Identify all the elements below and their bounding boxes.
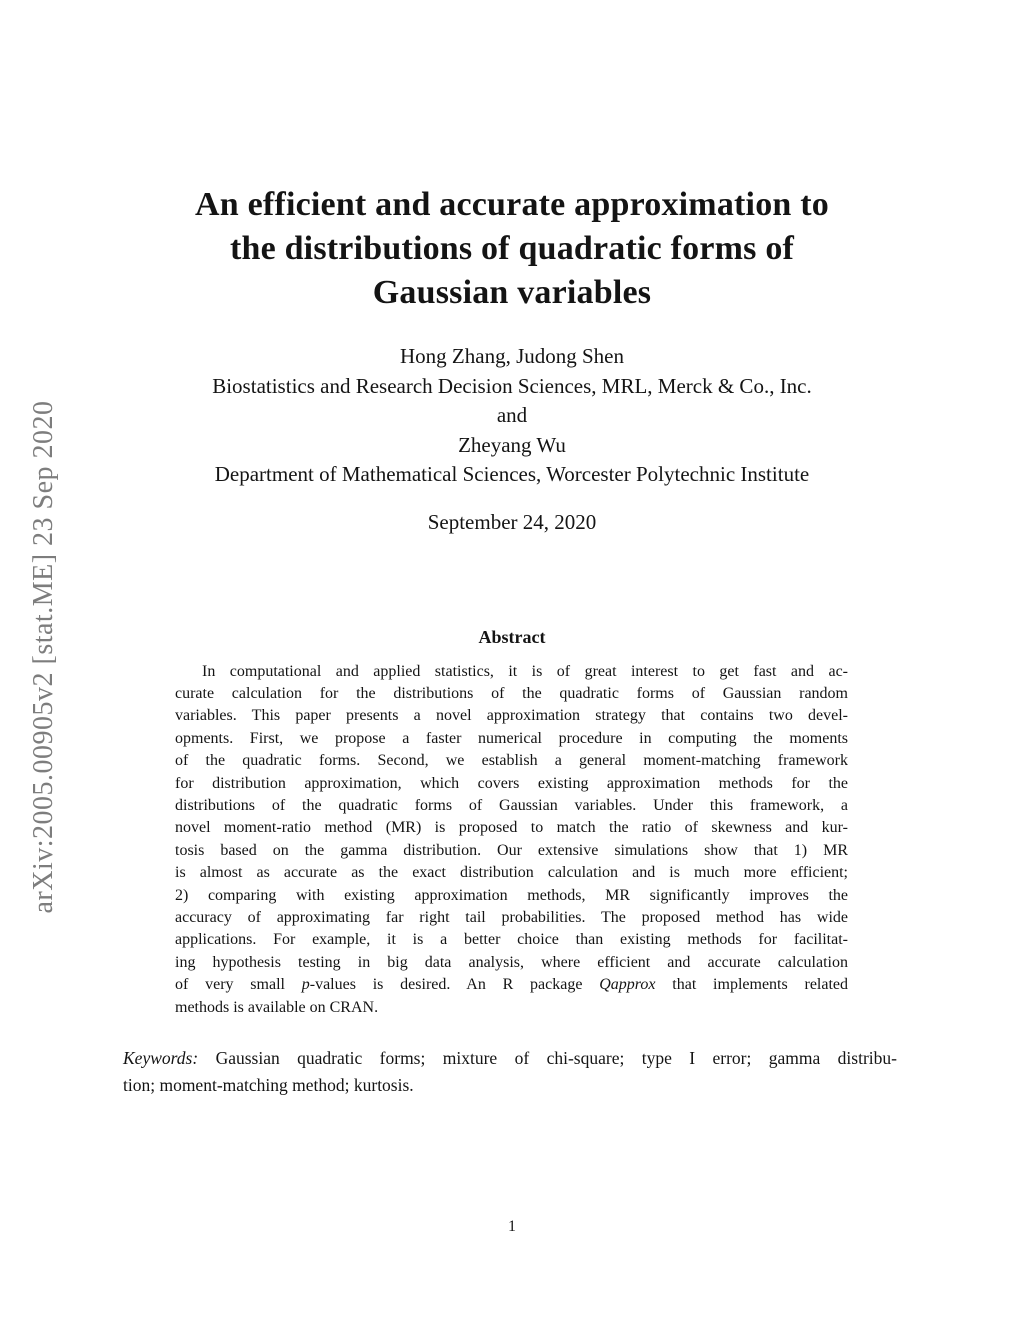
text-line: distributions of the quadratic forms of Gaussian variables. Under this framework, a (175, 796, 848, 814)
text-line: Biostatistics and Research Decision Sciences, MRL, Merck & Co., Inc. (212, 373, 812, 398)
text-line: for distribution approximation, which covers existing approximation methods for the (175, 774, 848, 792)
text-line: and (496, 403, 528, 427)
text-line: Keywords: Gaussian quadratic forms; mixture of chi-square; type I error; gamma distribu- (123, 1048, 897, 1068)
text-line: Department of Mathematical Sciences, Worcester Polytechnic Institute (214, 462, 810, 486)
text-line: applications. For example, it is a better choice than existing methods for facilitat- (175, 931, 848, 949)
text-line: ing hypothesis testing in big data analysis, where efficient and accurate calculation (175, 953, 848, 971)
text-line: accuracy of approximating far right tail probabilities. The proposed method has wide (175, 908, 848, 926)
text-line: In computational and applied statistics, it is of great interest to get fast and ac- (202, 662, 848, 680)
abstract-text (175, 661, 848, 1020)
paper-title (0, 0, 1024, 315)
text-line: curate calculation for the distributions of the quadratic forms of Gaussian random (175, 684, 848, 702)
text-line: Gaussian variables (372, 274, 652, 311)
text-line: tosis based on the gamma distribution. Our extensive simulations show that 1) MR (175, 841, 848, 859)
arxiv-watermark: arXiv:2005.00905v2 [stat.ME] 23 Sep 2020 (28, 400, 59, 914)
text-line: novel moment-ratio method (MR) is proposed to match the ratio of skewness and kur- (175, 819, 848, 837)
abstract-heading: Abstract (478, 626, 546, 647)
text-line: tion; moment-matching method; kurtosis. (123, 1075, 414, 1095)
text-line: An efficient and accurate approximation to (195, 186, 829, 223)
text-line: of the quadratic forms. Second, we establish a general moment-matching framework (175, 752, 848, 770)
page-number: 1 (508, 1218, 516, 1235)
keywords (123, 1045, 897, 1099)
text-line: methods is available on CRAN. (175, 998, 379, 1016)
text-line: of very small p-values is desired. An R package Qapprox that implements related (175, 976, 849, 994)
text-line: Hong Zhang, Judong Shen (400, 344, 624, 368)
author-block (0, 342, 1024, 490)
text-line: opments. First, we propose a faster numerical procedure in computing the moments (175, 729, 848, 747)
text-line: Zheyang Wu (458, 432, 566, 457)
text-line: variables. This paper presents a novel approximation strategy that contains two devel- (175, 707, 848, 725)
text-line: is almost as accurate as the exact distribution calculation and is much more efficient; (175, 864, 848, 882)
text-line: 2) comparing with existing approximation methods, MR significantly improves the (175, 886, 848, 904)
paper-date: September 24, 2020 (427, 509, 597, 534)
text-line: the distributions of quadratic forms of (229, 230, 795, 267)
